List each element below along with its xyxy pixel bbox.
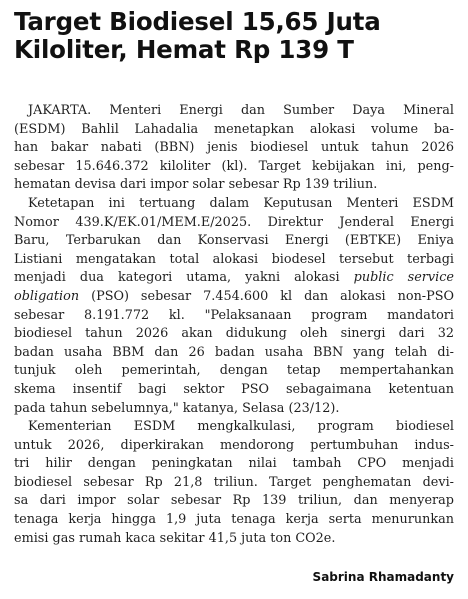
text-line: pada tahun sebelumnya," katanya, Selasa (23/12). [14,400,340,416]
text-line: hematan devisa dari impor solar sebesar Rp 139 triliun. [14,177,378,193]
text-line: JAKARTA. Menteri Energi dan Sumber Daya Mineral [28,103,454,118]
paragraph-3 [14,418,454,548]
text-line: Ketetapan ini tertuang dalam Keputusan Menteri ESDM [28,195,454,211]
text-line: Listiani mengatakan total alokasi biodesel tersebut terbagi [14,251,454,267]
text-line: han bakar nabati (BBN) jenis biodiesel untuk tahun 2026 [14,140,454,156]
text-line: sebesar 15.646.372 kiloliter (kl). Target kebijakan ini, peng- [14,158,454,174]
paragraph-2 [14,195,454,418]
text-line: tunjuk oleh pemerintah, dengan tetap mempertahankan [14,363,454,379]
text-line: biodiesel tahun 2026 akan didukung oleh sinergi dari 32 [14,326,454,342]
text-line: obligation (PSO) sebesar 7.454.600 kl dan alokasi non-PSO [14,288,454,304]
text-line: tenaga kerja hingga 1,9 juta tenaga kerja serta menurunkan [14,512,454,528]
text-line: menjadi dua kategori utama, yakni alokasi public service [14,270,454,286]
text-line: Nomor 439.K/EK.01/MEM.E/2025. Direktur Jenderal Energi [14,214,454,230]
italic-term: obligation [14,288,80,304]
author-byline: Sabrina Rhamadanty [312,570,454,584]
text-line: skema insentif bagi sektor PSO sebagaimana ketentuan [14,381,454,397]
text-line: tri hilir dengan peningkatan nilai tambah CPO menjadi [14,456,454,472]
article-body [14,102,454,548]
text-line: Baru, Terbarukan dan Konservasi Energi (EBTKE) Eniya [14,233,454,249]
text-line: biodiesel sebesar Rp 21,8 triliun. Target penghematan devi- [14,474,454,490]
text-line: Kementerian ESDM mengkalkulasi, program biodiesel [28,419,454,435]
news-article [14,8,454,548]
text-line: sebesar 8.191.772 kl. "Pelaksanaan program mandatori [14,307,454,323]
text-line: badan usaha BBM dan 26 badan usaha BBN yang telah di- [14,344,454,360]
headline-line-2: Kiloliter, Hemat Rp 139 T [14,35,354,64]
text-line: (ESDM) Bahlil Lahadalia menetapkan alokasi volume ba- [14,121,454,137]
headline-line-1: Target Biodiesel 15,65 Juta [14,7,381,36]
italic-term: public service [353,270,454,286]
text-line: sa dari impor solar sebesar Rp 139 triliun, dan menyerap [14,493,454,509]
text-line: untuk 2026, diperkirakan mendorong pertumbuhan indus- [14,437,454,453]
paragraph-1 [14,102,454,195]
article-headline [14,8,454,64]
text-line: emisi gas rumah kaca sekitar 41,5 juta ton CO2e. [14,530,336,546]
